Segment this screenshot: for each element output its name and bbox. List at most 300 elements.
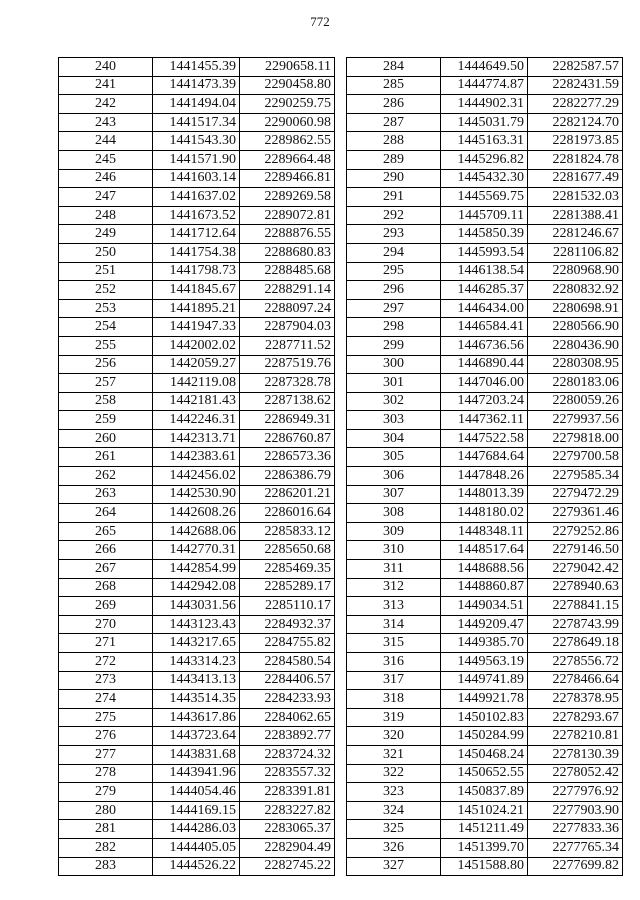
point-number-cell: 242 xyxy=(59,95,153,114)
x-coordinate-cell: 1441712.64 xyxy=(153,225,240,244)
point-number-cell: 312 xyxy=(347,578,441,597)
table-row xyxy=(59,504,335,523)
point-number-cell: 300 xyxy=(347,355,441,374)
x-coordinate-cell: 1449385.70 xyxy=(441,634,528,653)
point-number-cell: 279 xyxy=(59,783,153,802)
x-coordinate-cell: 1441895.21 xyxy=(153,299,240,318)
x-coordinate-cell: 1441754.38 xyxy=(153,243,240,262)
point-number-cell: 255 xyxy=(59,336,153,355)
page-number: 772 xyxy=(310,14,330,29)
point-number-cell: 248 xyxy=(59,206,153,225)
point-number-cell: 322 xyxy=(347,764,441,783)
x-coordinate-cell: 1449034.51 xyxy=(441,597,528,616)
y-coordinate-cell: 2279700.58 xyxy=(528,448,623,467)
x-coordinate-cell: 1444649.50 xyxy=(441,58,528,77)
y-coordinate-cell: 2289269.58 xyxy=(240,188,335,207)
x-coordinate-cell: 1447684.64 xyxy=(441,448,528,467)
table-row xyxy=(59,132,335,151)
point-number-cell: 249 xyxy=(59,225,153,244)
x-coordinate-cell: 1444169.15 xyxy=(153,801,240,820)
y-coordinate-cell: 2280968.90 xyxy=(528,262,623,281)
y-coordinate-cell: 2285289.17 xyxy=(240,578,335,597)
table-row xyxy=(59,429,335,448)
point-number-cell: 291 xyxy=(347,188,441,207)
table-row xyxy=(59,541,335,560)
y-coordinate-cell: 2278293.67 xyxy=(528,708,623,727)
point-number-cell: 251 xyxy=(59,262,153,281)
point-number-cell: 267 xyxy=(59,560,153,579)
table-row xyxy=(347,58,623,77)
x-coordinate-cell: 1447362.11 xyxy=(441,411,528,430)
table-row xyxy=(347,299,623,318)
table-row xyxy=(59,262,335,281)
table-row xyxy=(347,653,623,672)
table-row xyxy=(347,448,623,467)
point-number-cell: 325 xyxy=(347,820,441,839)
x-coordinate-cell: 1441947.33 xyxy=(153,318,240,337)
coordinates-table-right xyxy=(346,57,623,876)
point-number-cell: 258 xyxy=(59,392,153,411)
point-number-cell: 297 xyxy=(347,299,441,318)
point-number-cell: 278 xyxy=(59,764,153,783)
y-coordinate-cell: 2278649.18 xyxy=(528,634,623,653)
table-row xyxy=(347,150,623,169)
y-coordinate-cell: 2282431.59 xyxy=(528,76,623,95)
x-coordinate-cell: 1443514.35 xyxy=(153,690,240,709)
x-coordinate-cell: 1445432.30 xyxy=(441,169,528,188)
table-row xyxy=(347,522,623,541)
y-coordinate-cell: 2279937.56 xyxy=(528,411,623,430)
point-number-cell: 273 xyxy=(59,671,153,690)
point-number-cell: 304 xyxy=(347,429,441,448)
table-row xyxy=(59,225,335,244)
x-coordinate-cell: 1446736.56 xyxy=(441,336,528,355)
point-number-cell: 284 xyxy=(347,58,441,77)
point-number-cell: 296 xyxy=(347,281,441,300)
y-coordinate-cell: 2282124.70 xyxy=(528,113,623,132)
table-row xyxy=(347,745,623,764)
y-coordinate-cell: 2289466.81 xyxy=(240,169,335,188)
x-coordinate-cell: 1447203.24 xyxy=(441,392,528,411)
y-coordinate-cell: 2278378.95 xyxy=(528,690,623,709)
x-coordinate-cell: 1447522.58 xyxy=(441,429,528,448)
table-row xyxy=(59,281,335,300)
point-number-cell: 246 xyxy=(59,169,153,188)
y-coordinate-cell: 2287519.76 xyxy=(240,355,335,374)
x-coordinate-cell: 1449921.78 xyxy=(441,690,528,709)
x-coordinate-cell: 1442854.99 xyxy=(153,560,240,579)
table-row xyxy=(59,690,335,709)
point-number-cell: 314 xyxy=(347,615,441,634)
point-number-cell: 261 xyxy=(59,448,153,467)
y-coordinate-cell: 2284932.37 xyxy=(240,615,335,634)
point-number-cell: 245 xyxy=(59,150,153,169)
y-coordinate-cell: 2283557.32 xyxy=(240,764,335,783)
point-number-cell: 326 xyxy=(347,838,441,857)
coordinates-table-left xyxy=(58,57,335,876)
point-number-cell: 247 xyxy=(59,188,153,207)
point-number-cell: 287 xyxy=(347,113,441,132)
x-coordinate-cell: 1446584.41 xyxy=(441,318,528,337)
y-coordinate-cell: 2277833.36 xyxy=(528,820,623,839)
table-row xyxy=(59,448,335,467)
table-row xyxy=(59,318,335,337)
x-coordinate-cell: 1442119.08 xyxy=(153,374,240,393)
table-row xyxy=(347,578,623,597)
y-coordinate-cell: 2281106.82 xyxy=(528,243,623,262)
table-row xyxy=(59,355,335,374)
table-row xyxy=(347,169,623,188)
y-coordinate-cell: 2284580.54 xyxy=(240,653,335,672)
y-coordinate-cell: 2278130.39 xyxy=(528,745,623,764)
table-row xyxy=(347,857,623,876)
y-coordinate-cell: 2279252.86 xyxy=(528,522,623,541)
table-row xyxy=(59,745,335,764)
point-number-cell: 321 xyxy=(347,745,441,764)
table-row xyxy=(347,243,623,262)
table-row xyxy=(59,411,335,430)
point-number-cell: 310 xyxy=(347,541,441,560)
point-number-cell: 318 xyxy=(347,690,441,709)
y-coordinate-cell: 2286201.21 xyxy=(240,485,335,504)
x-coordinate-cell: 1445031.79 xyxy=(441,113,528,132)
x-coordinate-cell: 1442059.27 xyxy=(153,355,240,374)
table-row xyxy=(347,690,623,709)
x-coordinate-cell: 1442688.06 xyxy=(153,522,240,541)
x-coordinate-cell: 1446890.44 xyxy=(441,355,528,374)
x-coordinate-cell: 1441798.73 xyxy=(153,262,240,281)
x-coordinate-cell: 1443123.43 xyxy=(153,615,240,634)
point-number-cell: 276 xyxy=(59,727,153,746)
x-coordinate-cell: 1443217.65 xyxy=(153,634,240,653)
y-coordinate-cell: 2283892.77 xyxy=(240,727,335,746)
y-coordinate-cell: 2288485.68 xyxy=(240,262,335,281)
point-number-cell: 253 xyxy=(59,299,153,318)
x-coordinate-cell: 1442383.61 xyxy=(153,448,240,467)
point-number-cell: 319 xyxy=(347,708,441,727)
x-coordinate-cell: 1443413.13 xyxy=(153,671,240,690)
y-coordinate-cell: 2282904.49 xyxy=(240,838,335,857)
point-number-cell: 254 xyxy=(59,318,153,337)
y-coordinate-cell: 2278940.63 xyxy=(528,578,623,597)
point-number-cell: 308 xyxy=(347,504,441,523)
x-coordinate-cell: 1443031.56 xyxy=(153,597,240,616)
y-coordinate-cell: 2289664.48 xyxy=(240,150,335,169)
y-coordinate-cell: 2283227.82 xyxy=(240,801,335,820)
x-coordinate-cell: 1441455.39 xyxy=(153,58,240,77)
y-coordinate-cell: 2277765.34 xyxy=(528,838,623,857)
x-coordinate-cell: 1442313.71 xyxy=(153,429,240,448)
table-row xyxy=(347,764,623,783)
y-coordinate-cell: 2281824.78 xyxy=(528,150,623,169)
y-coordinate-cell: 2290458.80 xyxy=(240,76,335,95)
y-coordinate-cell: 2287904.03 xyxy=(240,318,335,337)
y-coordinate-cell: 2287138.62 xyxy=(240,392,335,411)
table-row xyxy=(347,838,623,857)
table-row xyxy=(347,801,623,820)
y-coordinate-cell: 2279361.46 xyxy=(528,504,623,523)
y-coordinate-cell: 2286016.64 xyxy=(240,504,335,523)
table-row xyxy=(347,132,623,151)
table-row xyxy=(347,318,623,337)
table-row xyxy=(347,113,623,132)
y-coordinate-cell: 2278210.81 xyxy=(528,727,623,746)
point-number-cell: 327 xyxy=(347,857,441,876)
x-coordinate-cell: 1448348.11 xyxy=(441,522,528,541)
y-coordinate-cell: 2285833.12 xyxy=(240,522,335,541)
x-coordinate-cell: 1449741.89 xyxy=(441,671,528,690)
x-coordinate-cell: 1442530.90 xyxy=(153,485,240,504)
x-coordinate-cell: 1448180.02 xyxy=(441,504,528,523)
point-number-cell: 309 xyxy=(347,522,441,541)
y-coordinate-cell: 2287711.52 xyxy=(240,336,335,355)
table-row xyxy=(59,671,335,690)
x-coordinate-cell: 1448517.64 xyxy=(441,541,528,560)
x-coordinate-cell: 1443723.64 xyxy=(153,727,240,746)
table-row xyxy=(59,820,335,839)
table-row xyxy=(347,374,623,393)
table-row xyxy=(347,597,623,616)
y-coordinate-cell: 2279146.50 xyxy=(528,541,623,560)
y-coordinate-cell: 2278466.64 xyxy=(528,671,623,690)
y-coordinate-cell: 2279472.29 xyxy=(528,485,623,504)
table-row xyxy=(347,504,623,523)
x-coordinate-cell: 1447046.00 xyxy=(441,374,528,393)
point-number-cell: 266 xyxy=(59,541,153,560)
x-coordinate-cell: 1450837.89 xyxy=(441,783,528,802)
y-coordinate-cell: 2277903.90 xyxy=(528,801,623,820)
point-number-cell: 259 xyxy=(59,411,153,430)
point-number-cell: 271 xyxy=(59,634,153,653)
x-coordinate-cell: 1449563.19 xyxy=(441,653,528,672)
point-number-cell: 268 xyxy=(59,578,153,597)
x-coordinate-cell: 1441494.04 xyxy=(153,95,240,114)
y-coordinate-cell: 2284233.93 xyxy=(240,690,335,709)
table-row xyxy=(347,560,623,579)
point-number-cell: 324 xyxy=(347,801,441,820)
point-number-cell: 243 xyxy=(59,113,153,132)
table-row xyxy=(347,411,623,430)
y-coordinate-cell: 2288876.55 xyxy=(240,225,335,244)
point-number-cell: 290 xyxy=(347,169,441,188)
point-number-cell: 299 xyxy=(347,336,441,355)
table-row xyxy=(347,281,623,300)
point-number-cell: 317 xyxy=(347,671,441,690)
point-number-cell: 293 xyxy=(347,225,441,244)
y-coordinate-cell: 2290259.75 xyxy=(240,95,335,114)
y-coordinate-cell: 2280698.91 xyxy=(528,299,623,318)
y-coordinate-cell: 2280436.90 xyxy=(528,336,623,355)
y-coordinate-cell: 2286386.79 xyxy=(240,467,335,486)
table-row xyxy=(59,392,335,411)
point-number-cell: 316 xyxy=(347,653,441,672)
point-number-cell: 269 xyxy=(59,597,153,616)
table-row xyxy=(347,541,623,560)
table-row xyxy=(59,188,335,207)
table-row xyxy=(59,727,335,746)
point-number-cell: 301 xyxy=(347,374,441,393)
y-coordinate-cell: 2280059.26 xyxy=(528,392,623,411)
y-coordinate-cell: 2282587.57 xyxy=(528,58,623,77)
y-coordinate-cell: 2290658.11 xyxy=(240,58,335,77)
y-coordinate-cell: 2284062.65 xyxy=(240,708,335,727)
x-coordinate-cell: 1442456.02 xyxy=(153,467,240,486)
x-coordinate-cell: 1442608.26 xyxy=(153,504,240,523)
y-coordinate-cell: 2285469.35 xyxy=(240,560,335,579)
y-coordinate-cell: 2283391.81 xyxy=(240,783,335,802)
x-coordinate-cell: 1441673.52 xyxy=(153,206,240,225)
point-number-cell: 285 xyxy=(347,76,441,95)
point-number-cell: 315 xyxy=(347,634,441,653)
table-row xyxy=(347,820,623,839)
point-number-cell: 264 xyxy=(59,504,153,523)
table-row xyxy=(59,708,335,727)
x-coordinate-cell: 1442002.02 xyxy=(153,336,240,355)
point-number-cell: 260 xyxy=(59,429,153,448)
table-row xyxy=(59,653,335,672)
y-coordinate-cell: 2283065.37 xyxy=(240,820,335,839)
y-coordinate-cell: 2278052.42 xyxy=(528,764,623,783)
point-number-cell: 280 xyxy=(59,801,153,820)
y-coordinate-cell: 2279042.42 xyxy=(528,560,623,579)
point-number-cell: 281 xyxy=(59,820,153,839)
x-coordinate-cell: 1451588.80 xyxy=(441,857,528,876)
table-row xyxy=(59,801,335,820)
point-number-cell: 295 xyxy=(347,262,441,281)
x-coordinate-cell: 1444902.31 xyxy=(441,95,528,114)
x-coordinate-cell: 1443314.23 xyxy=(153,653,240,672)
x-coordinate-cell: 1442181.43 xyxy=(153,392,240,411)
y-coordinate-cell: 2285650.68 xyxy=(240,541,335,560)
table-row xyxy=(59,374,335,393)
point-number-cell: 294 xyxy=(347,243,441,262)
y-coordinate-cell: 2289862.55 xyxy=(240,132,335,151)
x-coordinate-cell: 1441637.02 xyxy=(153,188,240,207)
x-coordinate-cell: 1442246.31 xyxy=(153,411,240,430)
x-coordinate-cell: 1450102.83 xyxy=(441,708,528,727)
point-number-cell: 306 xyxy=(347,467,441,486)
table-row xyxy=(59,336,335,355)
point-number-cell: 244 xyxy=(59,132,153,151)
x-coordinate-cell: 1446434.00 xyxy=(441,299,528,318)
table-row xyxy=(347,727,623,746)
table-row xyxy=(59,95,335,114)
x-coordinate-cell: 1444054.46 xyxy=(153,783,240,802)
y-coordinate-cell: 2290060.98 xyxy=(240,113,335,132)
x-coordinate-cell: 1450652.55 xyxy=(441,764,528,783)
y-coordinate-cell: 2289072.81 xyxy=(240,206,335,225)
y-coordinate-cell: 2282277.29 xyxy=(528,95,623,114)
table-row xyxy=(59,578,335,597)
y-coordinate-cell: 2282745.22 xyxy=(240,857,335,876)
table-row xyxy=(59,113,335,132)
table-row xyxy=(59,634,335,653)
x-coordinate-cell: 1445850.39 xyxy=(441,225,528,244)
y-coordinate-cell: 2278556.72 xyxy=(528,653,623,672)
point-number-cell: 282 xyxy=(59,838,153,857)
point-number-cell: 257 xyxy=(59,374,153,393)
point-number-cell: 272 xyxy=(59,653,153,672)
point-number-cell: 320 xyxy=(347,727,441,746)
x-coordinate-cell: 1441845.67 xyxy=(153,281,240,300)
point-number-cell: 270 xyxy=(59,615,153,634)
table-row xyxy=(59,764,335,783)
y-coordinate-cell: 2279818.00 xyxy=(528,429,623,448)
x-coordinate-cell: 1444405.05 xyxy=(153,838,240,857)
table-row xyxy=(347,708,623,727)
x-coordinate-cell: 1441517.34 xyxy=(153,113,240,132)
table-row xyxy=(59,615,335,634)
point-number-cell: 292 xyxy=(347,206,441,225)
x-coordinate-cell: 1443831.68 xyxy=(153,745,240,764)
y-coordinate-cell: 2280566.90 xyxy=(528,318,623,337)
table-row xyxy=(59,857,335,876)
x-coordinate-cell: 1443941.96 xyxy=(153,764,240,783)
point-number-cell: 302 xyxy=(347,392,441,411)
x-coordinate-cell: 1450284.99 xyxy=(441,727,528,746)
table-row xyxy=(59,206,335,225)
table-row xyxy=(347,467,623,486)
x-coordinate-cell: 1446138.54 xyxy=(441,262,528,281)
x-coordinate-cell: 1444774.87 xyxy=(441,76,528,95)
table-body xyxy=(59,58,335,876)
table-row xyxy=(347,615,623,634)
point-number-cell: 256 xyxy=(59,355,153,374)
x-coordinate-cell: 1444286.03 xyxy=(153,820,240,839)
x-coordinate-cell: 1445709.11 xyxy=(441,206,528,225)
table-row xyxy=(59,150,335,169)
point-number-cell: 289 xyxy=(347,150,441,169)
point-number-cell: 288 xyxy=(347,132,441,151)
x-coordinate-cell: 1445163.31 xyxy=(441,132,528,151)
point-number-cell: 323 xyxy=(347,783,441,802)
x-coordinate-cell: 1451211.49 xyxy=(441,820,528,839)
y-coordinate-cell: 2288291.14 xyxy=(240,281,335,300)
point-number-cell: 262 xyxy=(59,467,153,486)
x-coordinate-cell: 1446285.37 xyxy=(441,281,528,300)
table-row xyxy=(59,169,335,188)
point-number-cell: 305 xyxy=(347,448,441,467)
x-coordinate-cell: 1444526.22 xyxy=(153,857,240,876)
x-coordinate-cell: 1447848.26 xyxy=(441,467,528,486)
point-number-cell: 252 xyxy=(59,281,153,300)
y-coordinate-cell: 2284406.57 xyxy=(240,671,335,690)
table-row xyxy=(347,188,623,207)
table-row xyxy=(347,634,623,653)
table-row xyxy=(347,225,623,244)
x-coordinate-cell: 1441473.39 xyxy=(153,76,240,95)
point-number-cell: 250 xyxy=(59,243,153,262)
table-row xyxy=(59,467,335,486)
x-coordinate-cell: 1448013.39 xyxy=(441,485,528,504)
x-coordinate-cell: 1451399.70 xyxy=(441,838,528,857)
point-number-cell: 307 xyxy=(347,485,441,504)
y-coordinate-cell: 2288680.83 xyxy=(240,243,335,262)
point-number-cell: 240 xyxy=(59,58,153,77)
point-number-cell: 277 xyxy=(59,745,153,764)
y-coordinate-cell: 2280308.95 xyxy=(528,355,623,374)
point-number-cell: 286 xyxy=(347,95,441,114)
y-coordinate-cell: 2287328.78 xyxy=(240,374,335,393)
point-number-cell: 275 xyxy=(59,708,153,727)
table-row xyxy=(59,783,335,802)
x-coordinate-cell: 1445569.75 xyxy=(441,188,528,207)
x-coordinate-cell: 1445993.54 xyxy=(441,243,528,262)
y-coordinate-cell: 2283724.32 xyxy=(240,745,335,764)
table-row xyxy=(59,299,335,318)
y-coordinate-cell: 2281246.67 xyxy=(528,225,623,244)
y-coordinate-cell: 2286760.87 xyxy=(240,429,335,448)
